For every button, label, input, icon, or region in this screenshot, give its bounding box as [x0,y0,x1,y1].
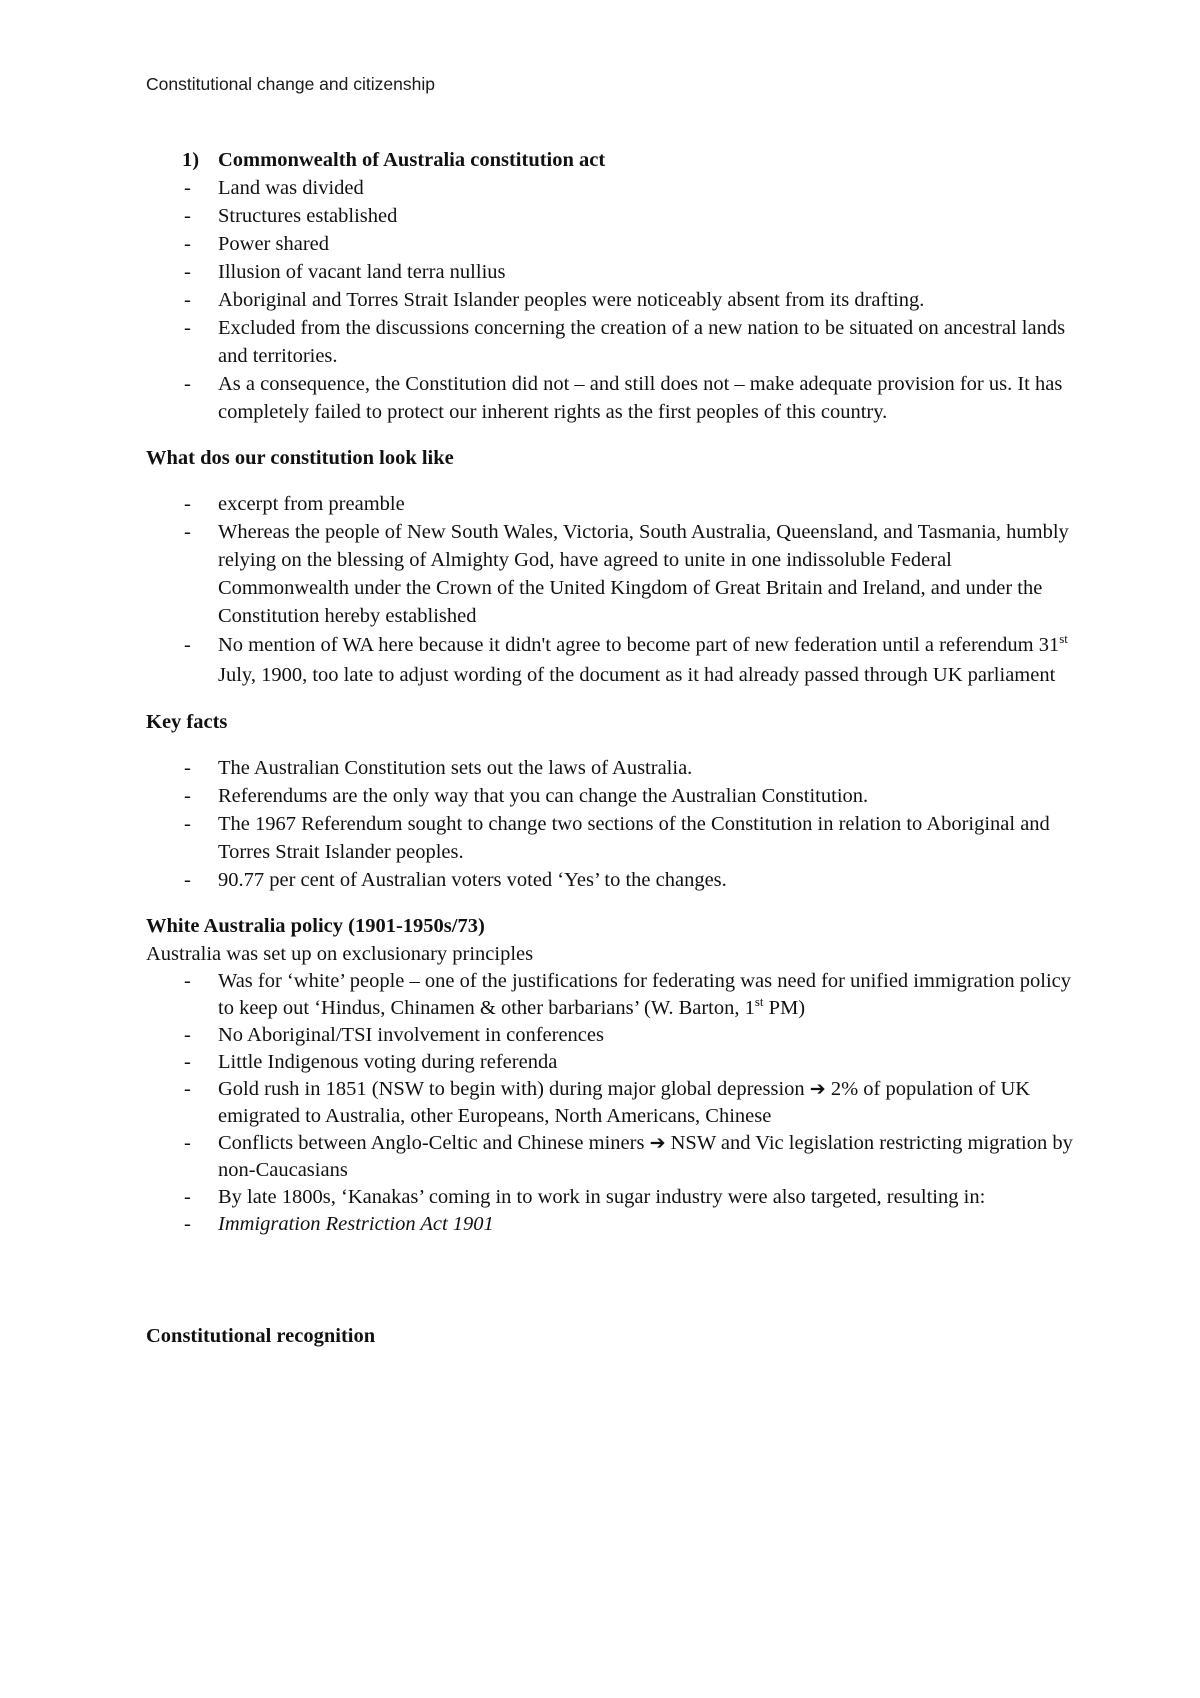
list-item: - Aboriginal and Torres Strait Islander peoples were noticeably absent from its drafting. [146,286,1076,314]
list-item-gold-rush [146,1076,1076,1130]
ordinal-suffix: st [1059,631,1068,647]
list-item-wa [146,630,1076,690]
list-item: - By late 1800s, ‘Kanakas’ coming in to work in sugar industry were also targeted, resulting in: [146,1184,1076,1211]
list-item: - As a consequence, the Constitution did not – and still does not – make adequate provision for us. It has completely failed to protect our inherent rights as the first peoples of this country. [146,370,1076,426]
section-heading-constitution-look: What dos our constitution look like [146,447,454,469]
barton-text-after: PM) [763,997,806,1019]
right-arrow-icon: ➔ [809,1078,826,1100]
list-item: - Excluded from the discussions concerning the creation of a new nation to be situated on ancestral lands and territories. [146,314,1076,370]
conflict-text-before: Conflicts between Anglo-Celtic and Chinese miners [218,1132,650,1154]
wa-text-before: No mention of WA here because it didn't agree to become part of new federation until a referendum 31 [218,634,1060,656]
list-item: - Illusion of vacant land terra nullius [146,258,1076,286]
commonwealth-list [146,174,1076,426]
section-heading-constitutional-recognition: Constitutional recognition [146,1325,376,1347]
list-item-act: - Immigration Restriction Act 1901 [146,1211,1076,1238]
list-item: - Land was divided [146,174,1076,202]
list-item: - Referendums are the only way that you can change the Australian Constitution. [146,782,1076,810]
white-australia-list [146,968,1076,1238]
page-header: Constitutional change and citizenship [146,74,435,94]
gold-text-before: Gold rush in 1851 (NSW to begin with) during major global depression [218,1078,810,1100]
section-subtitle: Australia was set up on exclusionary principles [146,943,534,965]
conflict-text-after: NSW and Vic legislation restricting migration by non-Caucasians [218,1132,1073,1181]
list-item: - excerpt from preamble [146,490,1076,518]
list-item: - Little Indigenous voting during referenda [146,1049,1076,1076]
list-item: - Whereas the people of New South Wales, Victoria, South Australia, Queensland, and Tasmania, humbly relying on the blessing of Almighty God, have agreed to unite in one indissoluble Federal Commonwealth under the Crown of the United Kingdom of Great Britain and Ireland, and under the Constitution hereby established [146,518,1076,630]
list-item-conflicts [146,1130,1076,1184]
list-item: - The Australian Constitution sets out the laws of Australia. [146,754,1076,782]
gold-text-after: 2% of population of UK emigrated to Australia, other Europeans, North Americans, Chinese [218,1078,1031,1127]
wa-text-after: July, 1900, too late to adjust wording of the document as it had already passed through UK parliament [218,664,1056,686]
list-item-barton [146,968,1076,1022]
section-heading-commonwealth [182,146,1076,174]
section-number: 1) [182,149,200,171]
ordinal-suffix: st [754,994,764,1010]
key-facts-list [146,754,1076,894]
section-heading-key-facts: Key facts [146,711,228,733]
list-item: - No Aboriginal/TSI involvement in conferences [146,1022,1076,1049]
list-item: - The 1967 Referendum sought to change two sections of the Constitution in relation to Aboriginal and Torres Strait Islander peoples. [146,810,1076,866]
list-item: - 90.77 per cent of Australian voters voted ‘Yes’ to the changes. [146,866,1076,894]
list-item: - Power shared [146,230,1076,258]
barton-text-before: Was for ‘white’ people – one of the justifications for federating was need for unified immigration policy to keep out ‘Hindus, Chinamen & other barbarians’ (W. Barton, 1 [218,970,1072,1019]
preamble-list [146,490,1076,690]
right-arrow-icon: ➔ [649,1132,666,1154]
list-item: - Structures established [146,202,1076,230]
section-heading-white-australia: White Australia policy (1901-1950s/73) [146,915,485,937]
section-title: Commonwealth of Australia constitution act [218,149,606,171]
document-body [146,146,1076,1350]
